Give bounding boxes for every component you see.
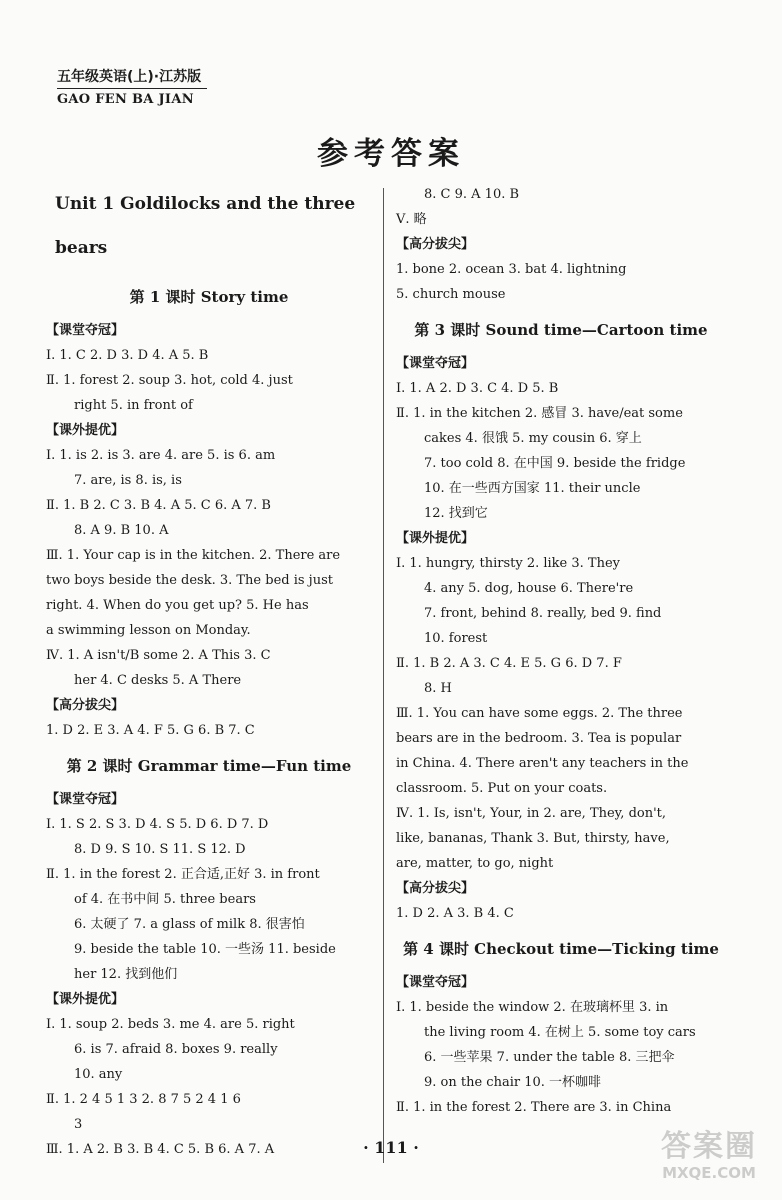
page-number: · 111 ·: [363, 1138, 419, 1157]
answer-line: Ⅰ. 1. is 2. is 3. are 4. are 5. is 6. am: [46, 448, 276, 463]
answer-line: her 4. C desks 5. A There: [74, 673, 242, 688]
section-label: 【课外提优】: [46, 423, 125, 438]
answer-line: Ⅱ. 1. 2 4 5 1 3 2. 8 7 5 2 4 1 6: [46, 1092, 241, 1107]
answer-line: 10. forest: [424, 631, 488, 646]
answer-line: right. 4. When do you get up? 5. He has: [46, 598, 309, 613]
answer-line: 7. front, behind 8. really, bed 9. find: [424, 606, 662, 621]
section-label: 【课堂夺冠】: [396, 356, 475, 371]
answer-line: Ⅲ. 1. A 2. B 3. B 4. C 5. B 6. A 7. A: [46, 1142, 275, 1157]
answer-line: are, matter, to go, night: [396, 856, 554, 871]
answer-line: Ⅱ. 1. in the forest 2. 正合适,正好 3. in front: [46, 867, 320, 882]
answer-line: Ⅱ. 1. B 2. C 3. B 4. A 5. C 6. A 7. B: [46, 498, 271, 513]
answer-line: Ⅰ. 1. soup 2. beds 3. me 4. are 5. right: [46, 1017, 295, 1032]
answer-line: Ⅰ. 1. hungry, thirsty 2. like 3. They: [396, 556, 620, 571]
answer-line: Ⅱ. 1. in the kitchen 2. 感冒 3. have/eat some: [396, 406, 683, 421]
watermark-logo: 答案圈 MXQE.COM: [661, 1129, 757, 1182]
section-label: 【课堂夺冠】: [46, 323, 125, 338]
answer-line: 1. D 2. E 3. A 4. F 5. G 6. B 7. C: [46, 723, 255, 738]
answer-line: 7. too cold 8. 在中国 9. beside the fridge: [424, 456, 686, 471]
answer-line: a swimming lesson on Monday.: [46, 623, 251, 638]
right-column: [396, 182, 726, 1120]
answer-line: Ⅱ. 1. B 2. A 3. C 4. E 5. G 6. D 7. F: [396, 656, 622, 671]
series-name: GAO FEN BA JIAN: [57, 88, 207, 107]
answer-line: 1. bone 2. ocean 3. bat 4. lightning: [396, 262, 627, 277]
answer-line: 6. 太硬了 7. a glass of milk 8. 很害怕: [74, 917, 305, 932]
answer-line: 6. 一些苹果 7. under the table 8. 三把伞: [424, 1050, 675, 1065]
section-label: 【课堂夺冠】: [396, 975, 475, 990]
answer-line: Ⅳ. 1. A isn't/B some 2. A This 3. C: [46, 648, 271, 663]
lesson-heading: 第 2 课时 Grammar time—Fun time: [66, 757, 352, 775]
answer-line: Ⅰ. 1. S 2. S 3. D 4. S 5. D 6. D 7. D: [46, 817, 269, 832]
answer-line: 10. 在一些西方国家 11. their uncle: [424, 481, 641, 496]
section-label: 【课外提优】: [396, 531, 475, 546]
answer-line: right 5. in front of: [74, 398, 193, 413]
answer-line: 1. D 2. A 3. B 4. C: [396, 906, 514, 921]
unit-heading: Unit 1 Goldilocks and the three bears: [55, 194, 356, 258]
answer-line: 7. are, is 8. is, is: [74, 473, 182, 488]
answer-line: of 4. 在书中间 5. three bears: [74, 892, 256, 907]
answer-line: Ⅲ. 1. Your cap is in the kitchen. 2. There are: [46, 548, 341, 563]
answer-line: 9. beside the table 10. 一些汤 11. beside: [74, 942, 336, 957]
answer-line: the living room 4. 在树上 5. some toy cars: [424, 1025, 696, 1040]
answer-line: 8. H: [424, 681, 452, 696]
section-label: 【课外提优】: [46, 992, 125, 1007]
answer-line: 12. 找到它: [424, 506, 488, 521]
answer-line: like, bananas, Thank 3. But, thirsty, have,: [396, 831, 670, 846]
page-title: 参考答案: [317, 136, 465, 172]
running-header: [57, 66, 207, 107]
section-label: 【高分拔尖】: [396, 881, 475, 896]
lesson-heading: 第 4 课时 Checkout time—Ticking time: [403, 940, 719, 958]
answer-line: in China. 4. There aren't any teachers in the: [396, 756, 689, 771]
answer-line: 4. any 5. dog, house 6. There're: [424, 581, 634, 596]
answer-line: 3: [74, 1117, 83, 1132]
answer-line: 9. on the chair 10. 一杯咖啡: [424, 1075, 602, 1090]
answer-line: 5. church mouse: [396, 287, 506, 302]
answer-line: two boys beside the desk. 3. The bed is just: [46, 573, 333, 588]
answer-line: 10. any: [74, 1067, 123, 1082]
section-label: 【高分拔尖】: [46, 698, 125, 713]
answer-line: Ⅰ. 1. beside the window 2. 在玻璃杯里 3. in: [396, 1000, 669, 1015]
lesson-heading: 第 3 课时 Sound time—Cartoon time: [414, 321, 708, 339]
answer-line: Ⅰ. 1. A 2. D 3. C 4. D 5. B: [396, 381, 559, 396]
book-title: 五年级英语(上)·江苏版: [57, 69, 202, 85]
answer-line: Ⅱ. 1. forest 2. soup 3. hot, cold 4. just: [46, 373, 293, 388]
answer-line: Ⅲ. 1. You can have some eggs. 2. The three: [396, 706, 683, 721]
column-divider: [383, 188, 384, 1163]
answer-line: Ⅴ. 略: [396, 212, 427, 227]
section-label: 【高分拔尖】: [396, 237, 475, 252]
lesson-heading: 第 1 课时 Story time: [129, 288, 289, 306]
answer-line: bears are in the bedroom. 3. Tea is popular: [396, 731, 682, 746]
section-label: 【课堂夺冠】: [46, 792, 125, 807]
answer-line: 6. is 7. afraid 8. boxes 9. really: [74, 1042, 278, 1057]
answer-line: 8. D 9. S 10. S 11. S 12. D: [74, 842, 246, 857]
answer-line: 8. C 9. A 10. B: [424, 187, 520, 202]
answer-line: her 12. 找到他们: [74, 967, 178, 982]
answer-line: 8. A 9. B 10. A: [74, 523, 169, 538]
answer-line: Ⅰ. 1. C 2. D 3. D 4. A 5. B: [46, 348, 209, 363]
answer-line: Ⅳ. 1. Is, isn't, Your, in 2. are, They, don't,: [396, 806, 667, 821]
answer-line: classroom. 5. Put on your coats.: [396, 781, 608, 796]
left-column: [46, 182, 372, 1162]
answer-line: cakes 4. 很饿 5. my cousin 6. 穿上: [424, 431, 642, 446]
answer-line: Ⅱ. 1. in the forest 2. There are 3. in China: [396, 1100, 672, 1115]
